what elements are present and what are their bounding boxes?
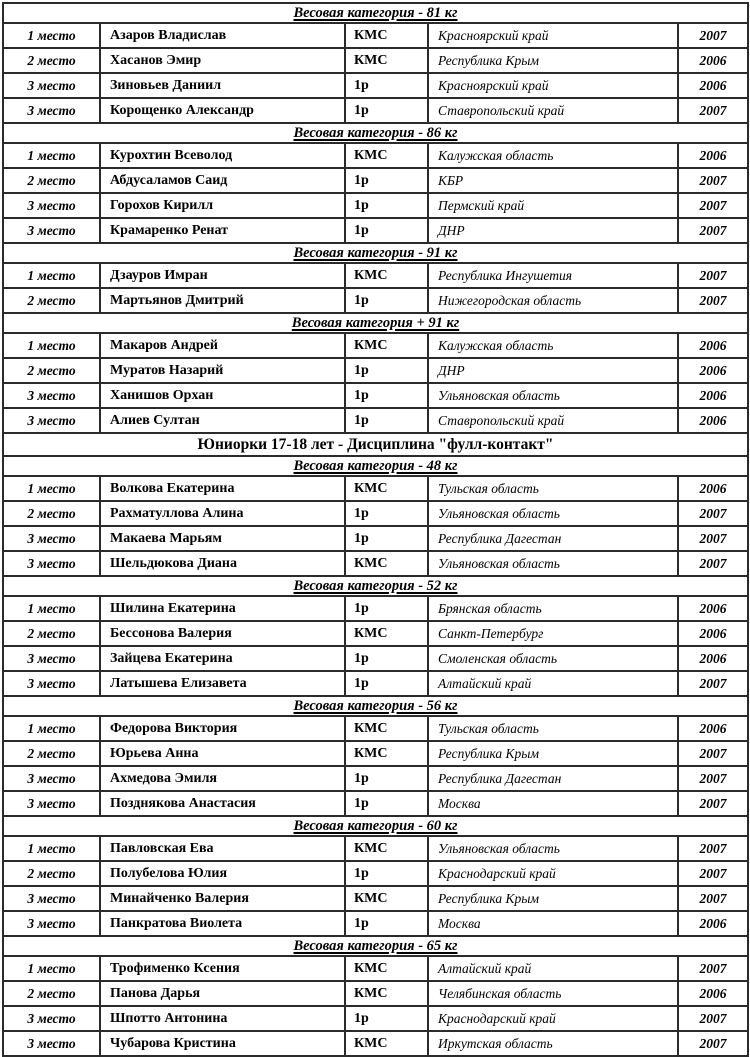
- name-cell: Мартьянов Дмитрий: [100, 288, 345, 313]
- place-cell: 3 место: [3, 766, 100, 791]
- year-cell: 2007: [678, 501, 748, 526]
- rank-cell: 1р: [345, 526, 428, 551]
- rank-cell: 1р: [345, 193, 428, 218]
- year-cell: 2006: [678, 596, 748, 621]
- year-cell: 2006: [678, 408, 748, 433]
- name-cell: Дзауров Имран: [100, 263, 345, 288]
- table-row: [3, 263, 748, 288]
- year-cell: 2007: [678, 288, 748, 313]
- region-cell: Москва: [428, 911, 678, 936]
- region-cell: Калужская область: [428, 143, 678, 168]
- region-cell: Республика Крым: [428, 886, 678, 911]
- rank-cell: 1р: [345, 596, 428, 621]
- rank-cell: КМС: [345, 741, 428, 766]
- name-cell: Федорова Виктория: [100, 716, 345, 741]
- year-cell: 2006: [678, 621, 748, 646]
- rank-cell: КМС: [345, 333, 428, 358]
- results-table: [2, 2, 749, 1057]
- region-cell: Красноярский край: [428, 23, 678, 48]
- region-cell: Челябинская область: [428, 981, 678, 1006]
- table-row: [3, 193, 748, 218]
- rank-cell: КМС: [345, 23, 428, 48]
- name-cell: Зиновьев Даниил: [100, 73, 345, 98]
- category-title: Весовая категория - 91 кг: [293, 244, 458, 261]
- region-cell: ДНР: [428, 218, 678, 243]
- category-header-cell: [3, 936, 748, 956]
- category-title: Весовая категория - 86 кг: [293, 124, 458, 141]
- place-cell: 3 место: [3, 193, 100, 218]
- year-cell: 2007: [678, 886, 748, 911]
- category-header-row: [3, 816, 748, 836]
- place-cell: 2 место: [3, 981, 100, 1006]
- table-row: [3, 956, 748, 981]
- name-cell: Рахматуллова Алина: [100, 501, 345, 526]
- table-row: [3, 551, 748, 576]
- name-cell: Позднякова Анастасия: [100, 791, 345, 816]
- table-row: [3, 73, 748, 98]
- category-header-cell: [3, 816, 748, 836]
- rank-cell: 1р: [345, 73, 428, 98]
- name-cell: Макаров Андрей: [100, 333, 345, 358]
- rank-cell: КМС: [345, 836, 428, 861]
- place-cell: 3 место: [3, 646, 100, 671]
- year-cell: 2006: [678, 358, 748, 383]
- year-cell: 2007: [678, 23, 748, 48]
- region-cell: Москва: [428, 791, 678, 816]
- table-row: [3, 358, 748, 383]
- year-cell: 2007: [678, 956, 748, 981]
- year-cell: 2007: [678, 193, 748, 218]
- rank-cell: 1р: [345, 861, 428, 886]
- name-cell: Муратов Назарий: [100, 358, 345, 383]
- region-cell: Краснодарский край: [428, 1006, 678, 1031]
- rank-cell: 1р: [345, 408, 428, 433]
- place-cell: 1 место: [3, 333, 100, 358]
- table-row: [3, 716, 748, 741]
- name-cell: Ханишов Орхан: [100, 383, 345, 408]
- year-cell: 2006: [678, 646, 748, 671]
- place-cell: 2 место: [3, 288, 100, 313]
- table-row: [3, 1006, 748, 1031]
- name-cell: Горохов Кирилл: [100, 193, 345, 218]
- year-cell: 2007: [678, 671, 748, 696]
- table-row: [3, 408, 748, 433]
- category-header-row: [3, 313, 748, 333]
- table-row: [3, 1031, 748, 1056]
- table-row: [3, 911, 748, 936]
- rank-cell: 1р: [345, 1006, 428, 1031]
- year-cell: 2007: [678, 741, 748, 766]
- name-cell: Павловская Ева: [100, 836, 345, 861]
- category-header-cell: [3, 456, 748, 476]
- table-row: [3, 741, 748, 766]
- year-cell: 2006: [678, 143, 748, 168]
- table-row: [3, 48, 748, 73]
- region-cell: Алтайский край: [428, 956, 678, 981]
- table-row: [3, 766, 748, 791]
- category-header-cell: [3, 3, 748, 23]
- name-cell: Шельдюкова Диана: [100, 551, 345, 576]
- region-cell: Нижегородская область: [428, 288, 678, 313]
- place-cell: 1 место: [3, 596, 100, 621]
- name-cell: Ахмедова Эмиля: [100, 766, 345, 791]
- place-cell: 2 место: [3, 621, 100, 646]
- rank-cell: КМС: [345, 886, 428, 911]
- place-cell: 3 место: [3, 408, 100, 433]
- region-cell: КБР: [428, 168, 678, 193]
- table-row: [3, 98, 748, 123]
- category-header-cell: [3, 696, 748, 716]
- category-header-row: [3, 123, 748, 143]
- region-cell: Калужская область: [428, 333, 678, 358]
- place-cell: 1 место: [3, 476, 100, 501]
- place-cell: 1 место: [3, 263, 100, 288]
- region-cell: Республика Дагестан: [428, 526, 678, 551]
- region-cell: Ульяновская область: [428, 383, 678, 408]
- category-header-row: [3, 243, 748, 263]
- name-cell: Курохтин Всеволод: [100, 143, 345, 168]
- rank-cell: КМС: [345, 716, 428, 741]
- rank-cell: 1р: [345, 911, 428, 936]
- place-cell: 2 место: [3, 861, 100, 886]
- region-cell: Санкт-Петербург: [428, 621, 678, 646]
- name-cell: Хасанов Эмир: [100, 48, 345, 73]
- place-cell: 2 место: [3, 501, 100, 526]
- name-cell: Алиев Султан: [100, 408, 345, 433]
- table-row: [3, 791, 748, 816]
- rank-cell: 1р: [345, 671, 428, 696]
- name-cell: Корощенко Александр: [100, 98, 345, 123]
- rank-cell: 1р: [345, 766, 428, 791]
- year-cell: 2007: [678, 791, 748, 816]
- place-cell: 2 место: [3, 358, 100, 383]
- place-cell: 2 место: [3, 741, 100, 766]
- place-cell: 3 место: [3, 73, 100, 98]
- year-cell: 2007: [678, 218, 748, 243]
- region-cell: Алтайский край: [428, 671, 678, 696]
- place-cell: 3 место: [3, 551, 100, 576]
- place-cell: 3 место: [3, 1031, 100, 1056]
- place-cell: 1 место: [3, 836, 100, 861]
- rank-cell: 1р: [345, 358, 428, 383]
- region-cell: Ульяновская область: [428, 836, 678, 861]
- region-cell: Республика Крым: [428, 48, 678, 73]
- year-cell: 2007: [678, 836, 748, 861]
- year-cell: 2007: [678, 526, 748, 551]
- name-cell: Чубарова Кристина: [100, 1031, 345, 1056]
- region-cell: Ставропольский край: [428, 98, 678, 123]
- region-cell: Тульская область: [428, 476, 678, 501]
- year-cell: 2007: [678, 551, 748, 576]
- category-title: Весовая категория - 48 кг: [293, 457, 458, 474]
- name-cell: Волкова Екатерина: [100, 476, 345, 501]
- region-cell: Брянская область: [428, 596, 678, 621]
- year-cell: 2007: [678, 1031, 748, 1056]
- rank-cell: КМС: [345, 1031, 428, 1056]
- rank-cell: КМС: [345, 263, 428, 288]
- category-header-row: [3, 3, 748, 23]
- region-cell: Красноярский край: [428, 73, 678, 98]
- name-cell: Макаева Марьям: [100, 526, 345, 551]
- rank-cell: 1р: [345, 791, 428, 816]
- year-cell: 2006: [678, 73, 748, 98]
- year-cell: 2007: [678, 766, 748, 791]
- results-table-body: [3, 3, 748, 1056]
- name-cell: Шпотто Антонина: [100, 1006, 345, 1031]
- name-cell: Трофименко Ксения: [100, 956, 345, 981]
- name-cell: Юрьева Анна: [100, 741, 345, 766]
- category-header-row: [3, 696, 748, 716]
- table-row: [3, 288, 748, 313]
- table-row: [3, 143, 748, 168]
- category-title: Весовая категория - 81 кг: [293, 4, 458, 21]
- name-cell: Зайцева Екатерина: [100, 646, 345, 671]
- category-header-cell: [3, 313, 748, 333]
- table-row: [3, 981, 748, 1006]
- place-cell: 3 место: [3, 1006, 100, 1031]
- table-row: [3, 621, 748, 646]
- name-cell: Крамаренко Ренат: [100, 218, 345, 243]
- name-cell: Панова Дарья: [100, 981, 345, 1006]
- rank-cell: КМС: [345, 143, 428, 168]
- year-cell: 2006: [678, 716, 748, 741]
- year-cell: 2007: [678, 168, 748, 193]
- year-cell: 2007: [678, 1006, 748, 1031]
- place-cell: 1 место: [3, 23, 100, 48]
- category-header-row: [3, 456, 748, 476]
- table-row: [3, 861, 748, 886]
- name-cell: Абдусаламов Саид: [100, 168, 345, 193]
- place-cell: 1 место: [3, 143, 100, 168]
- category-header-cell: [3, 243, 748, 263]
- table-row: [3, 526, 748, 551]
- table-row: [3, 501, 748, 526]
- year-cell: 2006: [678, 911, 748, 936]
- region-cell: ДНР: [428, 358, 678, 383]
- group-header-cell: Юниорки 17-18 лет - Дисциплина "фулл-контакт": [3, 433, 748, 456]
- name-cell: Шилина Екатерина: [100, 596, 345, 621]
- table-row: [3, 333, 748, 358]
- region-cell: Республика Ингушетия: [428, 263, 678, 288]
- place-cell: 3 место: [3, 886, 100, 911]
- year-cell: 2006: [678, 383, 748, 408]
- group-header-row: [3, 433, 748, 456]
- rank-cell: КМС: [345, 621, 428, 646]
- category-header-row: [3, 936, 748, 956]
- year-cell: 2007: [678, 861, 748, 886]
- place-cell: 3 место: [3, 98, 100, 123]
- region-cell: Пермский край: [428, 193, 678, 218]
- rank-cell: КМС: [345, 981, 428, 1006]
- table-row: [3, 836, 748, 861]
- region-cell: Республика Крым: [428, 741, 678, 766]
- rank-cell: 1р: [345, 501, 428, 526]
- category-title: Весовая категория - 56 кг: [293, 697, 458, 714]
- table-row: [3, 23, 748, 48]
- place-cell: 1 место: [3, 716, 100, 741]
- rank-cell: КМС: [345, 48, 428, 73]
- region-cell: Тульская область: [428, 716, 678, 741]
- rank-cell: 1р: [345, 383, 428, 408]
- rank-cell: 1р: [345, 288, 428, 313]
- table-row: [3, 383, 748, 408]
- table-row: [3, 671, 748, 696]
- year-cell: 2007: [678, 263, 748, 288]
- year-cell: 2007: [678, 98, 748, 123]
- table-row: [3, 168, 748, 193]
- category-header-cell: [3, 576, 748, 596]
- table-row: [3, 218, 748, 243]
- rank-cell: 1р: [345, 646, 428, 671]
- category-title: Весовая категория + 91 кг: [291, 314, 460, 331]
- place-cell: 2 место: [3, 168, 100, 193]
- rank-cell: КМС: [345, 956, 428, 981]
- name-cell: Латышева Елизавета: [100, 671, 345, 696]
- place-cell: 1 место: [3, 956, 100, 981]
- year-cell: 2006: [678, 476, 748, 501]
- rank-cell: 1р: [345, 218, 428, 243]
- name-cell: Бессонова Валерия: [100, 621, 345, 646]
- category-header-cell: [3, 123, 748, 143]
- year-cell: 2006: [678, 981, 748, 1006]
- name-cell: Полубелова Юлия: [100, 861, 345, 886]
- place-cell: 3 место: [3, 218, 100, 243]
- name-cell: Минайченко Валерия: [100, 886, 345, 911]
- place-cell: 3 место: [3, 526, 100, 551]
- region-cell: Ульяновская область: [428, 501, 678, 526]
- rank-cell: КМС: [345, 476, 428, 501]
- category-title: Весовая категория - 52 кг: [293, 577, 458, 594]
- name-cell: Панкратова Виолета: [100, 911, 345, 936]
- table-row: [3, 596, 748, 621]
- place-cell: 3 место: [3, 671, 100, 696]
- category-title: Весовая категория - 60 кг: [293, 817, 458, 834]
- region-cell: Смоленская область: [428, 646, 678, 671]
- table-row: [3, 476, 748, 501]
- category-header-row: [3, 576, 748, 596]
- place-cell: 2 место: [3, 48, 100, 73]
- year-cell: 2006: [678, 48, 748, 73]
- region-cell: Краснодарский край: [428, 861, 678, 886]
- region-cell: Ульяновская область: [428, 551, 678, 576]
- year-cell: 2006: [678, 333, 748, 358]
- table-row: [3, 646, 748, 671]
- name-cell: Азаров Владислав: [100, 23, 345, 48]
- rank-cell: 1р: [345, 168, 428, 193]
- region-cell: Республика Дагестан: [428, 766, 678, 791]
- rank-cell: 1р: [345, 98, 428, 123]
- place-cell: 3 место: [3, 791, 100, 816]
- region-cell: Ставропольский край: [428, 408, 678, 433]
- place-cell: 3 место: [3, 911, 100, 936]
- table-row: [3, 886, 748, 911]
- category-title: Весовая категория - 65 кг: [293, 937, 458, 954]
- region-cell: Иркутская область: [428, 1031, 678, 1056]
- place-cell: 3 место: [3, 383, 100, 408]
- rank-cell: КМС: [345, 551, 428, 576]
